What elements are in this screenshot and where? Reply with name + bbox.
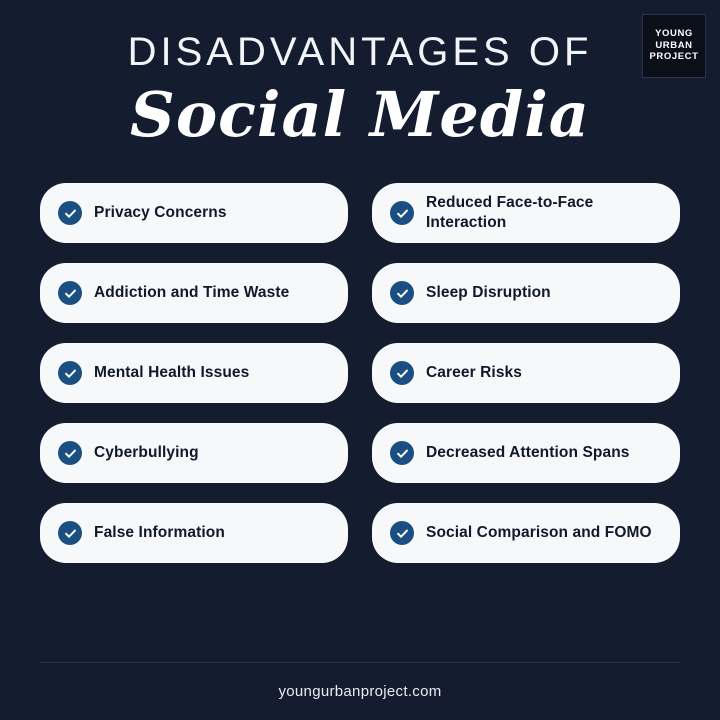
list-item-label: Mental Health Issues <box>94 364 250 382</box>
logo-line-2: URBAN <box>655 39 693 51</box>
list-item-label: Addiction and Time Waste <box>94 284 290 302</box>
check-circle-icon <box>390 361 414 385</box>
check-circle-icon <box>58 281 82 305</box>
page-title <box>0 0 720 151</box>
logo-line-3: PROJECT <box>649 51 699 63</box>
footer <box>0 662 720 720</box>
list-item <box>40 343 348 403</box>
list-item-label: Sleep Disruption <box>426 284 551 302</box>
title-line-top: DISADVANTAGES OF <box>127 30 593 74</box>
list-item <box>372 263 680 323</box>
list-item-label: Reduced Face-to-Face Interaction <box>426 194 594 232</box>
check-circle-icon <box>58 201 82 225</box>
list-item <box>40 423 348 483</box>
check-circle-icon <box>58 361 82 385</box>
check-circle-icon <box>58 441 82 465</box>
check-circle-icon <box>390 201 414 225</box>
list-item-label: Cyberbullying <box>94 444 199 462</box>
list-item-label: Social Comparison and FOMO <box>426 524 652 542</box>
list-item <box>40 263 348 323</box>
check-circle-icon <box>390 521 414 545</box>
check-circle-icon <box>58 521 82 545</box>
list-item <box>372 503 680 563</box>
list-item-label: Decreased Attention Spans <box>426 444 630 462</box>
list-item <box>372 343 680 403</box>
check-circle-icon <box>390 441 414 465</box>
footer-divider <box>40 662 680 663</box>
website-url[interactable]: youngurbanproject.com <box>278 682 442 700</box>
list-item-label: Privacy Concerns <box>94 204 227 222</box>
list-item <box>40 503 348 563</box>
list-item <box>372 423 680 483</box>
check-circle-icon <box>390 281 414 305</box>
list-item-label: False Information <box>94 524 225 542</box>
list-item-label: Career Risks <box>426 364 522 382</box>
list-item <box>372 183 680 243</box>
title-line-script: Social Media <box>130 78 590 151</box>
disadvantages-grid <box>40 183 680 563</box>
logo-line-1: YOUNG <box>655 27 693 39</box>
list-item <box>40 183 348 243</box>
brand-logo <box>642 14 706 78</box>
